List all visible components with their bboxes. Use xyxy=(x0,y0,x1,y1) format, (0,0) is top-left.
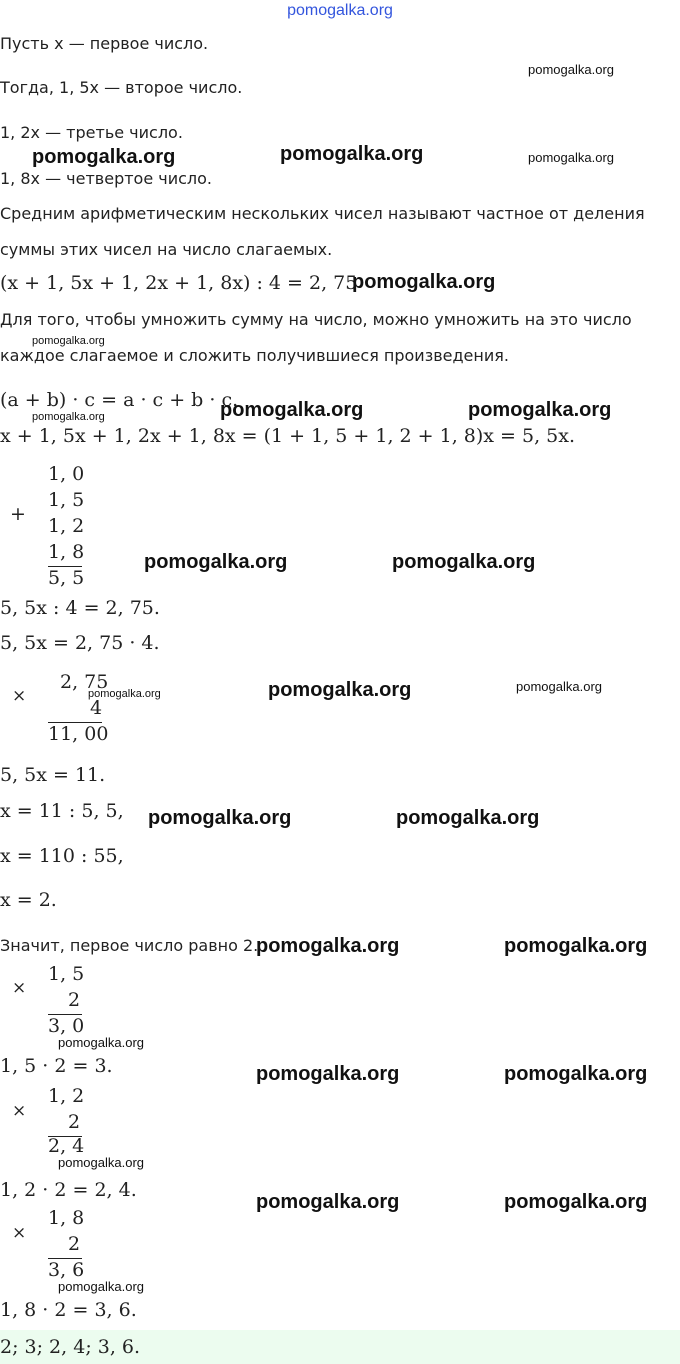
line-definition-2: суммы этих чисел на число слагаемых. xyxy=(0,240,333,259)
column-mul2-bottom: 2 xyxy=(68,989,81,1011)
watermark: pomogalka.org xyxy=(528,62,614,77)
line-second-number: Тогда, 1, 5x — второе число. xyxy=(0,78,243,97)
column-mul3-bottom: 2 xyxy=(68,1111,81,1133)
column-mul4-sign: × xyxy=(12,1223,27,1243)
equation-x-3: x = 2. xyxy=(0,889,57,911)
watermark: pomogalka.org xyxy=(58,1155,144,1170)
watermark: pomogalka.org xyxy=(396,807,540,829)
site-header[interactable]: pomogalka.org xyxy=(287,2,393,19)
watermark: pomogalka.org xyxy=(280,143,424,165)
watermark: pomogalka.org xyxy=(58,1035,144,1050)
column-mul1-sign: × xyxy=(12,686,27,706)
watermark: pomogalka.org xyxy=(504,935,648,957)
line-rule-1: Для того, чтобы умножить сумму на число, можно умножить на это число xyxy=(0,310,632,329)
watermark: pomogalka.org xyxy=(256,935,400,957)
column-add-row-3: 1, 2 xyxy=(48,515,85,537)
watermark: pomogalka.org xyxy=(352,271,496,293)
answer-box xyxy=(0,1330,680,1364)
column-mul1-bottom: 4 xyxy=(90,697,103,719)
equation-sum: x + 1, 5x + 1, 2x + 1, 8x = (1 + 1, 5 + 1, 2 + 1, 8)x = 5, 5x. xyxy=(0,425,576,447)
equation-eleven: 5, 5x = 11. xyxy=(0,764,106,786)
watermark: pomogalka.org xyxy=(528,150,614,165)
column-mul4-bottom: 2 xyxy=(68,1233,81,1255)
watermark: pomogalka.org xyxy=(468,399,612,421)
watermark: pomogalka.org xyxy=(32,146,176,168)
column-add-row-4: 1, 8 xyxy=(48,541,85,563)
watermark: pomogalka.org xyxy=(504,1063,648,1085)
equation-fourth-number: 1, 8 · 2 = 3, 6. xyxy=(0,1299,137,1321)
equation-product: 5, 5x = 2, 75 · 4. xyxy=(0,632,160,654)
column-add-row-1: 1, 0 xyxy=(48,463,85,485)
column-add-sign: + xyxy=(10,503,26,525)
watermark: pomogalka.org xyxy=(88,688,161,700)
line-first-number: Пусть x — первое число. xyxy=(0,34,209,53)
column-mul4-top: 1, 8 xyxy=(48,1207,85,1229)
watermark: pomogalka.org xyxy=(32,411,105,423)
watermark: pomogalka.org xyxy=(32,335,105,347)
line-rule-2: каждое слагаемое и сложить получившиеся произведения. xyxy=(0,346,509,365)
watermark: pomogalka.org xyxy=(256,1191,400,1213)
equation-x-2: x = 110 : 55, xyxy=(0,845,124,867)
line-conclusion: Значит, первое число равно 2. xyxy=(0,936,259,955)
equation-x-1: x = 11 : 5, 5, xyxy=(0,800,124,822)
column-mul3-top: 1, 2 xyxy=(48,1085,85,1107)
equation-division: 5, 5x : 4 = 2, 75. xyxy=(0,597,160,619)
column-mul2-top: 1, 5 xyxy=(48,963,85,985)
equation-third-number: 1, 2 · 2 = 2, 4. xyxy=(0,1179,137,1201)
equation-average: (x + 1, 5x + 1, 2x + 1, 8x) : 4 = 2, 75 xyxy=(0,272,358,294)
line-third-number: 1, 2x — третье число. xyxy=(0,123,183,142)
watermark: pomogalka.org xyxy=(144,551,288,573)
line-definition-1: Средним арифметическим нескольких чисел называют частное от деления xyxy=(0,204,645,223)
formula-distributive: (a + b) · c = a · c + b · c. xyxy=(0,389,239,411)
watermark: pomogalka.org xyxy=(256,1063,400,1085)
column-mul3-result: 2, 4 xyxy=(48,1135,85,1157)
column-mul1-result: 11, 00 xyxy=(48,723,109,745)
watermark: pomogalka.org xyxy=(220,399,364,421)
column-mul2-result: 3, 0 xyxy=(48,1015,85,1037)
answer-text: 2; 3; 2, 4; 3, 6. xyxy=(0,1336,141,1358)
watermark: pomogalka.org xyxy=(148,807,292,829)
column-mul1-top: 2, 75 xyxy=(60,671,109,693)
equation-second-number: 1, 5 · 2 = 3. xyxy=(0,1055,113,1077)
watermark: pomogalka.org xyxy=(392,551,536,573)
column-add-result: 5, 5 xyxy=(48,567,85,589)
watermark: pomogalka.org xyxy=(58,1279,144,1294)
column-mul4-result: 3, 6 xyxy=(48,1259,85,1281)
watermark: pomogalka.org xyxy=(516,679,602,694)
column-add-row-2: 1, 5 xyxy=(48,489,85,511)
watermark: pomogalka.org xyxy=(268,679,412,701)
line-fourth-number: 1, 8x — четвертое число. xyxy=(0,169,213,188)
column-mul3-sign: × xyxy=(12,1101,27,1121)
watermark: pomogalka.org xyxy=(504,1191,648,1213)
column-mul2-sign: × xyxy=(12,978,27,998)
